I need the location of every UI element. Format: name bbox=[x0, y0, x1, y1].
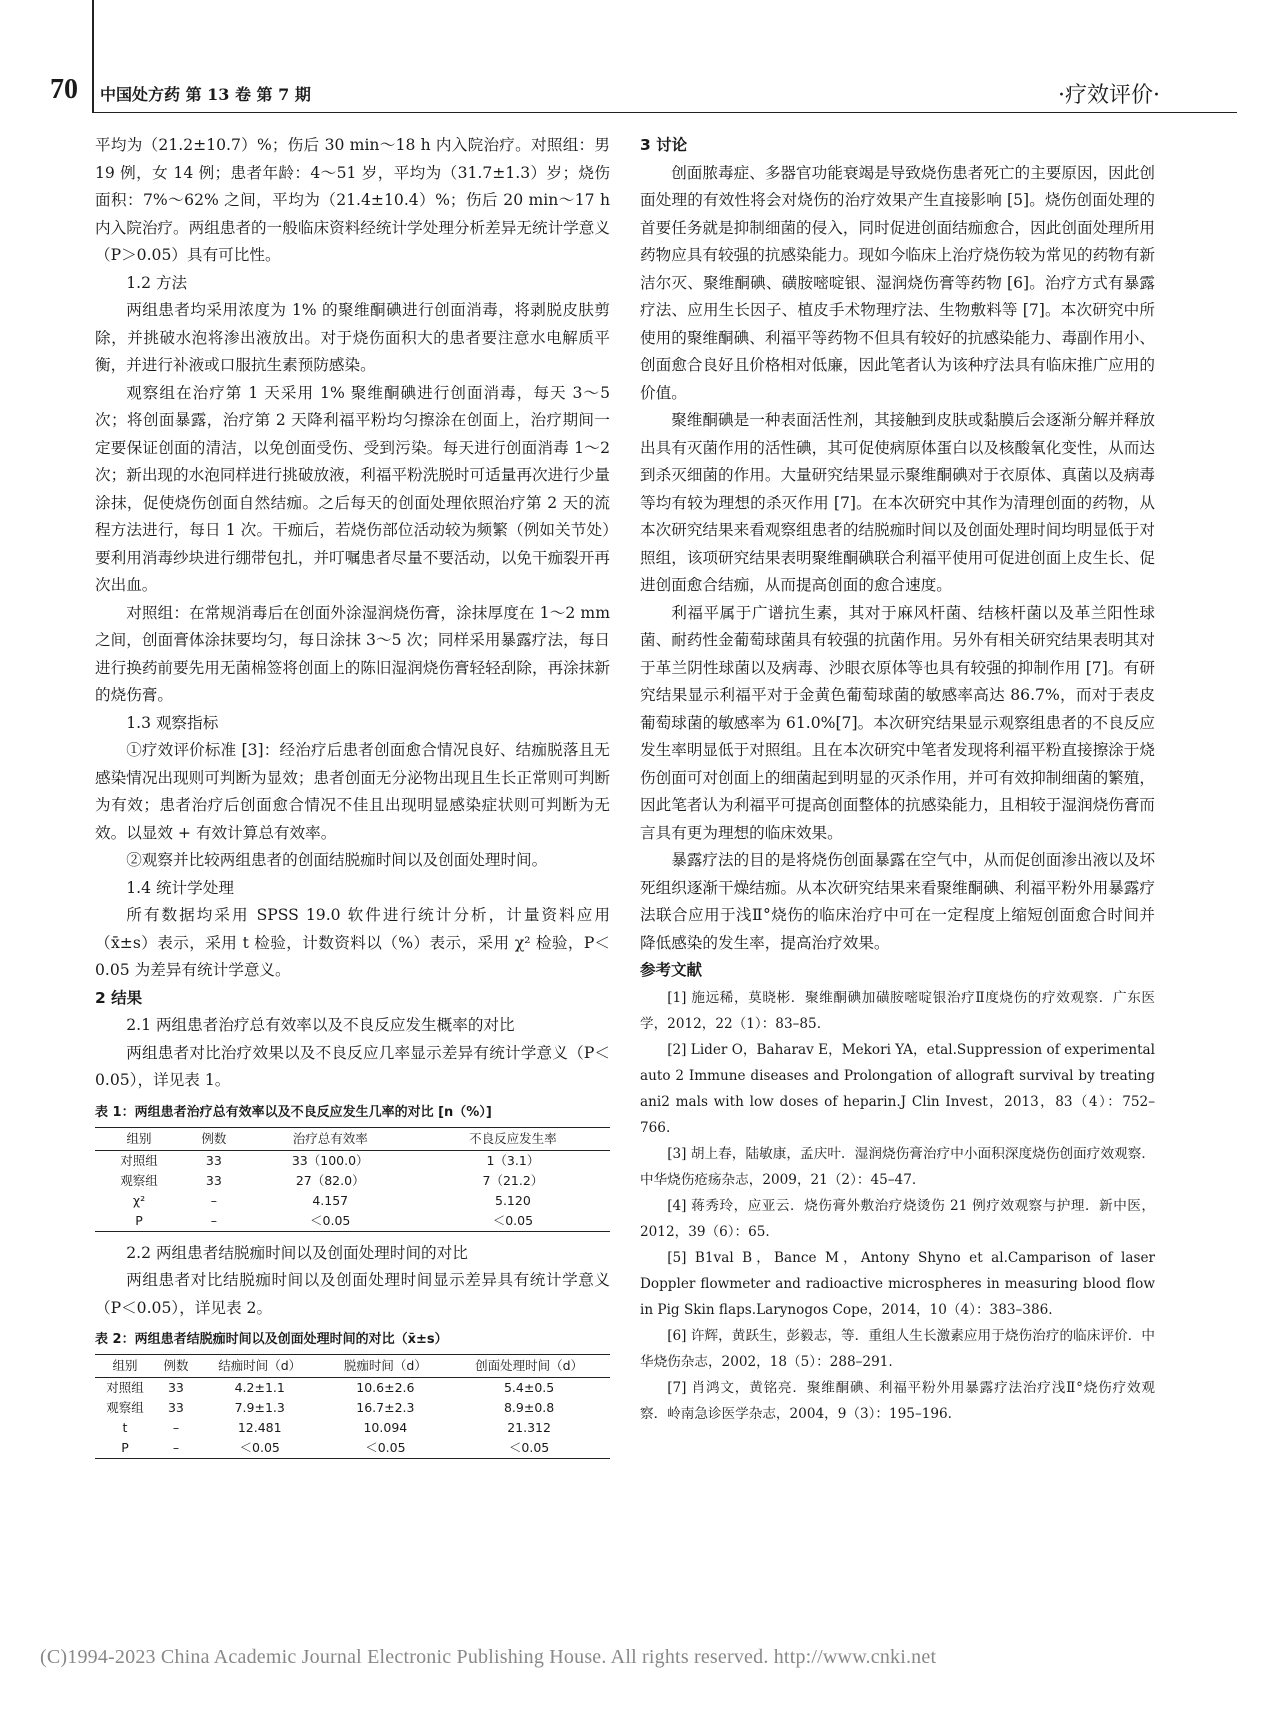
reference-item: [4] 蒋秀玲，应亚云．烧伤膏外敷治疗烧烫伤 21 例疗效观察与护理．新中医，2012，39（6）：65. bbox=[640, 1197, 1155, 1240]
paragraph: 创面脓毒症、多器官功能衰竭是导致烧伤患者死亡的主要原因，因此创面处理的有效性将会对烧伤的治疗效果产生直接影响 [5]。烧伤创面处理的首要任务就是抑制细菌的侵入，同时促进创面结痂愈合，因此创面处理所用药物应具有较强的抗感染能力。现如今临床上治疗烧伤较为常见的药物有新洁尔灭、聚维酮碘、磺胺嘧啶银、湿润烧伤膏等药物 [6]。治疗方式有暴露疗法、应用生长因子、植皮手术物理疗法、生物敷料等 [7]。本次研究中所使用的聚维酮碘、利福平等药物不但具有较好的抗感染能力、毒副作用小、创面愈合良好且价格相对低廉，因此笔者认为该种疗法具有临床推广应用的价值。 bbox=[640, 163, 1155, 402]
table-header-cell: 组别 bbox=[95, 1127, 183, 1150]
table-cell: 对照组 bbox=[106, 1380, 144, 1395]
paragraph: 聚维酮碘是一种表面活性剂，其接触到皮肤或黏膜后会逐渐分解并释放出具有灭菌作用的活性碘，其可促使病原体蛋白以及核酸氧化变性，从而达到杀灭细菌的作用。大量研究结果显示聚维酮碘对于衣原体、真菌以及病毒等均有较为理想的杀灭作用 [7]。在本次研究中其作为清理创面的药物，从本次研究结果来看观察组患者的结脱痂时间以及创面处理时间均明显低于对照组，该项研究结果表明聚维酮碘联合利福平使用可促进创面上皮生长、促进创面愈合结痂，从而提高创面的愈合速度。 bbox=[640, 411, 1155, 594]
reference-item: [5] B1val B，Bance M，Antony Shyno et al.Camparison of laser Doppler flowmeter and radioactive microspheres in measuring blood flow in Pig Skin flaps.Larynogos Cope，2014，10（4）：383–386. bbox=[640, 1249, 1155, 1318]
table-cell: ＜0.05 bbox=[448, 1438, 610, 1459]
table-cell: 33 bbox=[205, 1152, 222, 1168]
paragraph: 两组患者对比治疗效果以及不良反应几率显示差异有统计学意义（P＜0.05），详见表 1。 bbox=[95, 1043, 610, 1089]
references-heading: 参考文献 bbox=[640, 961, 703, 979]
table-cell: 5.120 bbox=[495, 1192, 531, 1208]
table-cell: – bbox=[155, 1438, 197, 1459]
table-cell: 4.157 bbox=[312, 1192, 349, 1208]
right-column bbox=[640, 132, 1155, 1427]
paragraph: ②观察并比较两组患者的创面结脱痂时间以及创面处理时间。 bbox=[126, 851, 548, 869]
table-header-cell: 脱痂时间（d） bbox=[323, 1355, 449, 1378]
heading-1-2: 1.2 方法 bbox=[126, 273, 188, 292]
table-cell: 观察组 bbox=[120, 1172, 158, 1188]
table-cell: 33 bbox=[205, 1172, 222, 1188]
table-row bbox=[95, 1378, 610, 1399]
table-cell: 33 bbox=[167, 1400, 184, 1415]
table-cell: – bbox=[183, 1211, 245, 1232]
reference-item: [6] 许辉，黄跃生，彭毅志，等．重组人生长激素应用于烧伤治疗的临床评价．中华烧伤杂志，2002，18（5）：288–291. bbox=[640, 1327, 1155, 1370]
reference-item: [1] 施远稀，莫晓彬．聚维酮碘加磺胺嘧啶银治疗Ⅱ度烧伤的疗效观察．广东医学，2012，22（1）：83–85. bbox=[640, 989, 1155, 1032]
table-header-cell: 结痂时间（d） bbox=[197, 1355, 323, 1378]
reference-item: [7] 肖鸿文，黄铭亮．聚维酮碘、利福平粉外用暴露疗法治疗浅Ⅱ°烧伤疗效观察．岭南急诊医学杂志，2004，9（3）：195–196. bbox=[640, 1379, 1155, 1422]
table-cell: ＜0.05 bbox=[197, 1438, 323, 1459]
table-cell: 33（100.0） bbox=[291, 1152, 369, 1168]
table-header-cell: 组别 bbox=[95, 1355, 155, 1378]
table-row bbox=[95, 1211, 610, 1232]
table-header-cell: 治疗总有效率 bbox=[245, 1127, 416, 1150]
table-cell: ＜0.05 bbox=[323, 1438, 449, 1459]
table-cell: ＜0.05 bbox=[245, 1211, 416, 1232]
heading-2-2: 2.2 两组患者结脱痂时间以及创面处理时间的对比 bbox=[126, 1243, 468, 1262]
table-header-cell: 例数 bbox=[183, 1127, 245, 1150]
table-cell: – bbox=[210, 1192, 217, 1208]
paragraph: 观察组在治疗第 1 天采用 1% 聚维酮碘进行创面消毒，每天 3～5 次；将创面暴露，治疗第 2 天降利福平粉均匀擦涂在创面上，治疗期间一定要保证创面的清洁，以免创面受伤、受到污染。每天进行创面消毒 1～2 次；新出现的水泡同样进行挑破放液，利福平粉洗脱时可适量再次进行少量涂抹，促使烧伤创面自然结痂。之后每天的创面处理依照治疗第 2 天的流程方法进行，每日 1 次。干痂后，若烧伤部位活动较为频繁（例如关节处）要利用消毒纱块进行绷带包扎，并叮嘱患者尽量不要活动，以免干痂裂开再次出血。 bbox=[95, 383, 610, 594]
table-cell: ＜0.05 bbox=[416, 1211, 610, 1232]
section-title: ·疗效评价· bbox=[1058, 83, 1160, 108]
table-cell: χ² bbox=[132, 1192, 146, 1208]
table-cell: 10.6±2.6 bbox=[356, 1380, 415, 1395]
table-cell: 10.094 bbox=[363, 1420, 408, 1435]
table-row bbox=[95, 1150, 610, 1171]
table-cell: – bbox=[172, 1420, 180, 1435]
table-cell: 27（82.0） bbox=[295, 1172, 365, 1188]
table-row bbox=[95, 1438, 610, 1459]
table-cell: 7（21.2） bbox=[482, 1172, 544, 1188]
heading-1-4: 1.4 统计学处理 bbox=[126, 878, 234, 897]
paragraph: 对照组：在常规消毒后在创面外涂湿润烧伤膏，涂抹厚度在 1～2 mm 之间，创面膏体涂抹要均匀，每日涂抹 3～5 次；同样采用暴露疗法，每日进行换药前要先用无菌棉签将创面上的陈旧湿润烧伤膏轻轻刮除，再涂抹新的烧伤膏。 bbox=[95, 603, 610, 704]
table-cell: 16.7±2.3 bbox=[356, 1400, 415, 1415]
heading-2: 2 结果 bbox=[95, 988, 143, 1007]
table-row bbox=[95, 1418, 610, 1438]
table-1-caption: 表 1：两组患者治疗总有效率以及不良反应发生几率的对比 [n（%）] bbox=[95, 1104, 492, 1120]
heading-2-1: 2.1 两组患者治疗总有效率以及不良反应发生概率的对比 bbox=[126, 1016, 515, 1034]
table-header-row bbox=[95, 1127, 610, 1150]
table-cell: 7.9±1.3 bbox=[234, 1400, 285, 1415]
table-header-row bbox=[95, 1355, 610, 1378]
journal-title: 中国处方药 第 13 卷 第 7 期 bbox=[100, 85, 311, 104]
table-cell: 对照组 bbox=[120, 1152, 158, 1168]
table-cell: 12.481 bbox=[237, 1420, 282, 1435]
table-2-caption: 表 2：两组患者结脱痂时间以及创面处理时间的对比（x̄±s） bbox=[95, 1332, 448, 1347]
table-2 bbox=[95, 1354, 610, 1459]
table-cell: 33 bbox=[167, 1380, 184, 1395]
table-cell: 观察组 bbox=[106, 1400, 144, 1415]
table-cell: 4.2±1.1 bbox=[234, 1380, 285, 1395]
paragraph: 两组患者对比结脱痂时间以及创面处理时间显示差异具有统计学意义（P＜0.05），详见表 2。 bbox=[95, 1271, 610, 1317]
header-vertical-rule bbox=[92, 0, 94, 112]
table-cell: 21.312 bbox=[507, 1420, 551, 1435]
header-rule bbox=[92, 112, 1237, 113]
left-column bbox=[95, 132, 610, 1467]
table-cell: 5.4±0.5 bbox=[503, 1380, 555, 1395]
table-header-cell: 例数 bbox=[155, 1355, 197, 1378]
table-cell: 8.9±0.8 bbox=[503, 1400, 555, 1415]
table-cell: P bbox=[95, 1438, 155, 1459]
paragraph: 利福平属于广谱抗生素，其对于麻风杆菌、结核杆菌以及革兰阳性球菌、耐药性金葡萄球菌具有较强的抗菌作用。另外有相关研究结果表明其对于革兰阴性球菌以及病毒、沙眼衣原体等也具有较强的抑制作用 [7]。有研究结果显示利福平对于金黄色葡萄球菌的敏感率高达 86.7%，而对于表皮葡萄球菌的敏感率为 61.0%[7]。本次研究结果显示观察组患者的不良反应发生率明显低于对照组。且在本次研究中笔者发现将利福平粉直接擦涂于烧伤创面可对创面上的细菌起到明显的灭杀作用，并可有效抑制细菌的繁殖，因此笔者认为利福平可提高创面整体的抗感染能力，且相较于湿润烧伤膏而言具有更为理想的临床效果。 bbox=[640, 603, 1155, 842]
table-cell: 1（3.1） bbox=[486, 1152, 540, 1168]
table-1 bbox=[95, 1127, 610, 1232]
paragraph: 所有数据均采用 SPSS 19.0 软件进行统计分析，计量资料应用（x̄±s）表示，采用 t 检验，计数资料以（%）表示，采用 χ² 检验，P＜0.05 为差异有统计学意义。 bbox=[95, 906, 610, 979]
reference-item: [3] 胡上春，陆敏康，孟庆叶．湿润烧伤膏治疗中小面积深度烧伤创面疗效观察．中华烧伤疮疡杂志，2009，21（2）：45–47. bbox=[640, 1145, 1155, 1188]
table-cell: t bbox=[122, 1420, 128, 1435]
table-row bbox=[95, 1191, 610, 1211]
table-row bbox=[95, 1171, 610, 1191]
paragraph: ①疗效评价标准 [3]：经治疗后患者创面愈合情况良好、结痂脱落且无感染情况出现则可判断为显效；患者创面无分泌物出现且生长正常则可判断为有效；患者治疗后创面愈合情况不佳且出现明显感染症状则可判断为无效。以显效 + 有效计算总有效率。 bbox=[95, 741, 610, 842]
table-header-cell: 不良反应发生率 bbox=[416, 1127, 610, 1150]
paragraph: 两组患者均采用浓度为 1% 的聚维酮碘进行创面消毒，将剥脱皮肤剪除，并挑破水泡将渗出液放出。对于烧伤面积大的患者要注意水电解质平衡，并进行补液或口服抗生素预防感染。 bbox=[95, 301, 610, 374]
heading-3: 3 讨论 bbox=[640, 136, 688, 154]
table-header-cell: 创面处理时间（d） bbox=[448, 1355, 610, 1378]
table-cell: P bbox=[95, 1211, 183, 1232]
page-number: 70 bbox=[50, 74, 78, 105]
copyright-footer: (C)1994-2023 China Academic Journal Electronic Publishing House. All rights reserved. http://www.cnki.net bbox=[40, 1646, 937, 1668]
table-row bbox=[95, 1398, 610, 1418]
heading-1-3: 1.3 观察指标 bbox=[126, 713, 219, 732]
paragraph: 平均为（21.2±10.7）%；伤后 30 min～18 h 内入院治疗。对照组：男 19 例，女 14 例；患者年龄：4～51 岁，平均为（31.7±1.3）岁；烧伤面积：7%～62% 之间，平均为（21.4±10.4）%；伤后 20 min～17 h 内入院治疗。两组患者的一般临床资料经统计学处理分析差异无统计学意义（P＞0.05）具有可比性。 bbox=[95, 136, 610, 264]
reference-item: [2] Lider O，Baharav E，Mekori YA，etal.Suppression of experimental auto 2 Immune diseases and Prolongation of allograft survival by treating ani2 mals with low doses of heparin.J Clin Invest，2013，83（4）：752–766. bbox=[640, 1041, 1155, 1136]
paragraph: 暴露疗法的目的是将烧伤创面暴露在空气中，从而促创面渗出液以及坏死组织逐渐干燥结痂。从本次研究结果来看聚维酮碘、利福平粉外用暴露疗法联合应用于浅Ⅱ°烧伤的临床治疗中可在一定程度上缩短创面愈合时间并降低感染的发生率，提高治疗效果。 bbox=[640, 851, 1155, 952]
